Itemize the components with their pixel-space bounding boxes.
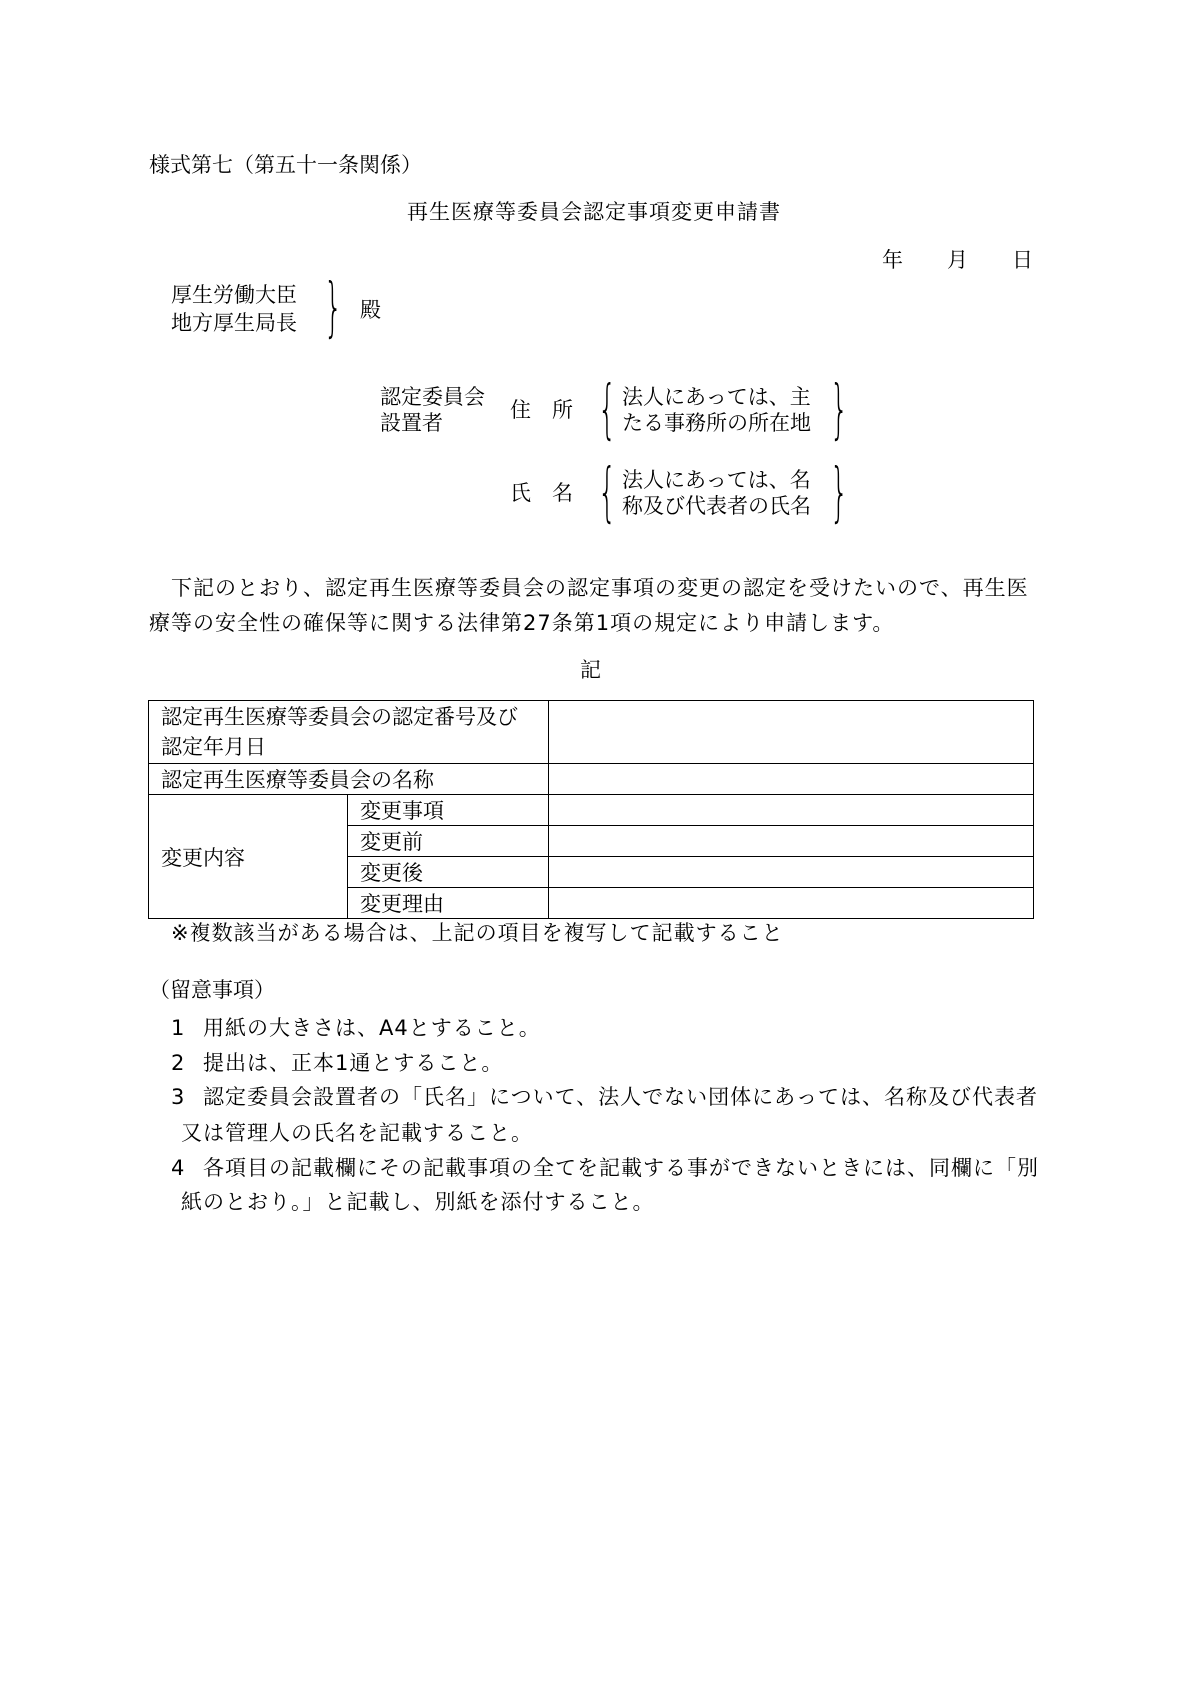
left-brace: {	[598, 456, 617, 530]
note-3-number: 3	[171, 1085, 185, 1109]
change-content-label: 変更内容	[149, 795, 348, 919]
note-2-number: 2	[171, 1051, 185, 1075]
note-1-text: 用紙の大きさは、A4とすること。	[203, 1016, 541, 1040]
committee-name-field[interactable]	[549, 764, 1034, 795]
change-reason-field[interactable]	[549, 888, 1034, 919]
date-month: 月	[947, 248, 968, 272]
note-3-text-2: 又は管理人の氏名を記載すること。	[181, 1121, 533, 1145]
cert-number-field[interactable]	[549, 701, 1034, 764]
cert-number-label	[149, 701, 549, 764]
date-year: 年	[882, 248, 903, 272]
applicant-label-1: 認定委員会	[380, 385, 485, 409]
change-item-label: 変更事項	[348, 795, 549, 826]
change-item-field[interactable]	[549, 795, 1034, 826]
address-label: 住 所	[510, 398, 573, 422]
name-label: 氏 名	[510, 481, 573, 505]
address-note-2: たる事務所の所在地	[622, 411, 811, 435]
name-note-1: 法人にあっては、名	[622, 468, 811, 492]
addressee-bureau: 地方厚生局長	[171, 311, 297, 335]
date-day: 日	[1012, 248, 1033, 272]
addressee-minister: 厚生労働大臣	[171, 283, 297, 307]
body-line-2: 療等の安全性の確保等に関する法律第27条第1項の規定により申請します。	[149, 611, 895, 635]
cert-number-label-1: 認定再生医療等委員会の認定番号及び	[161, 705, 518, 729]
committee-name-label: 認定再生医療等委員会の名称	[149, 764, 549, 795]
before-change-label: 変更前	[348, 826, 549, 857]
right-brace: }	[830, 456, 849, 530]
change-reason-label: 変更理由	[348, 888, 549, 919]
name-note-2: 称及び代表者の氏名	[622, 494, 811, 518]
before-change-field[interactable]	[549, 826, 1034, 857]
after-change-label: 変更後	[348, 857, 549, 888]
table-note: ※複数該当がある場合は、上記の項目を複写して記載すること	[171, 921, 784, 945]
notes-heading: （留意事項）	[149, 978, 275, 1002]
ki-heading: 記	[580, 658, 601, 682]
applicant-label-2: 設置者	[380, 411, 443, 435]
note-4-text-1: 各項目の記載欄にその記載事項の全てを記載する事ができないときには、同欄に「別	[203, 1156, 1039, 1180]
form-number: 様式第七（第五十一条関係）	[149, 153, 422, 177]
honorific: 殿	[360, 298, 381, 322]
right-brace: }	[324, 271, 343, 345]
application-table	[148, 700, 1034, 919]
cert-number-label-2: 認定年月日	[161, 735, 266, 759]
left-brace: {	[598, 373, 617, 447]
right-brace: }	[830, 373, 849, 447]
note-4-text-2: 紙のとおり。」と記載し、別紙を添付すること。	[181, 1190, 655, 1214]
note-3-text-1: 認定委員会設置者の「氏名」について、法人でない団体にあっては、名称及び代表者	[203, 1085, 1038, 1109]
body-line-1: 下記のとおり、認定再生医療等委員会の認定事項の変更の認定を受けたいので、再生医	[171, 576, 1029, 600]
address-note-1: 法人にあっては、主	[622, 385, 811, 409]
note-2-text: 提出は、正本1通とすること。	[203, 1051, 504, 1075]
document-title: 再生医療等委員会認定事項変更申請書	[407, 200, 781, 224]
note-1-number: 1	[171, 1016, 185, 1040]
note-4-number: 4	[171, 1156, 185, 1180]
after-change-field[interactable]	[549, 857, 1034, 888]
